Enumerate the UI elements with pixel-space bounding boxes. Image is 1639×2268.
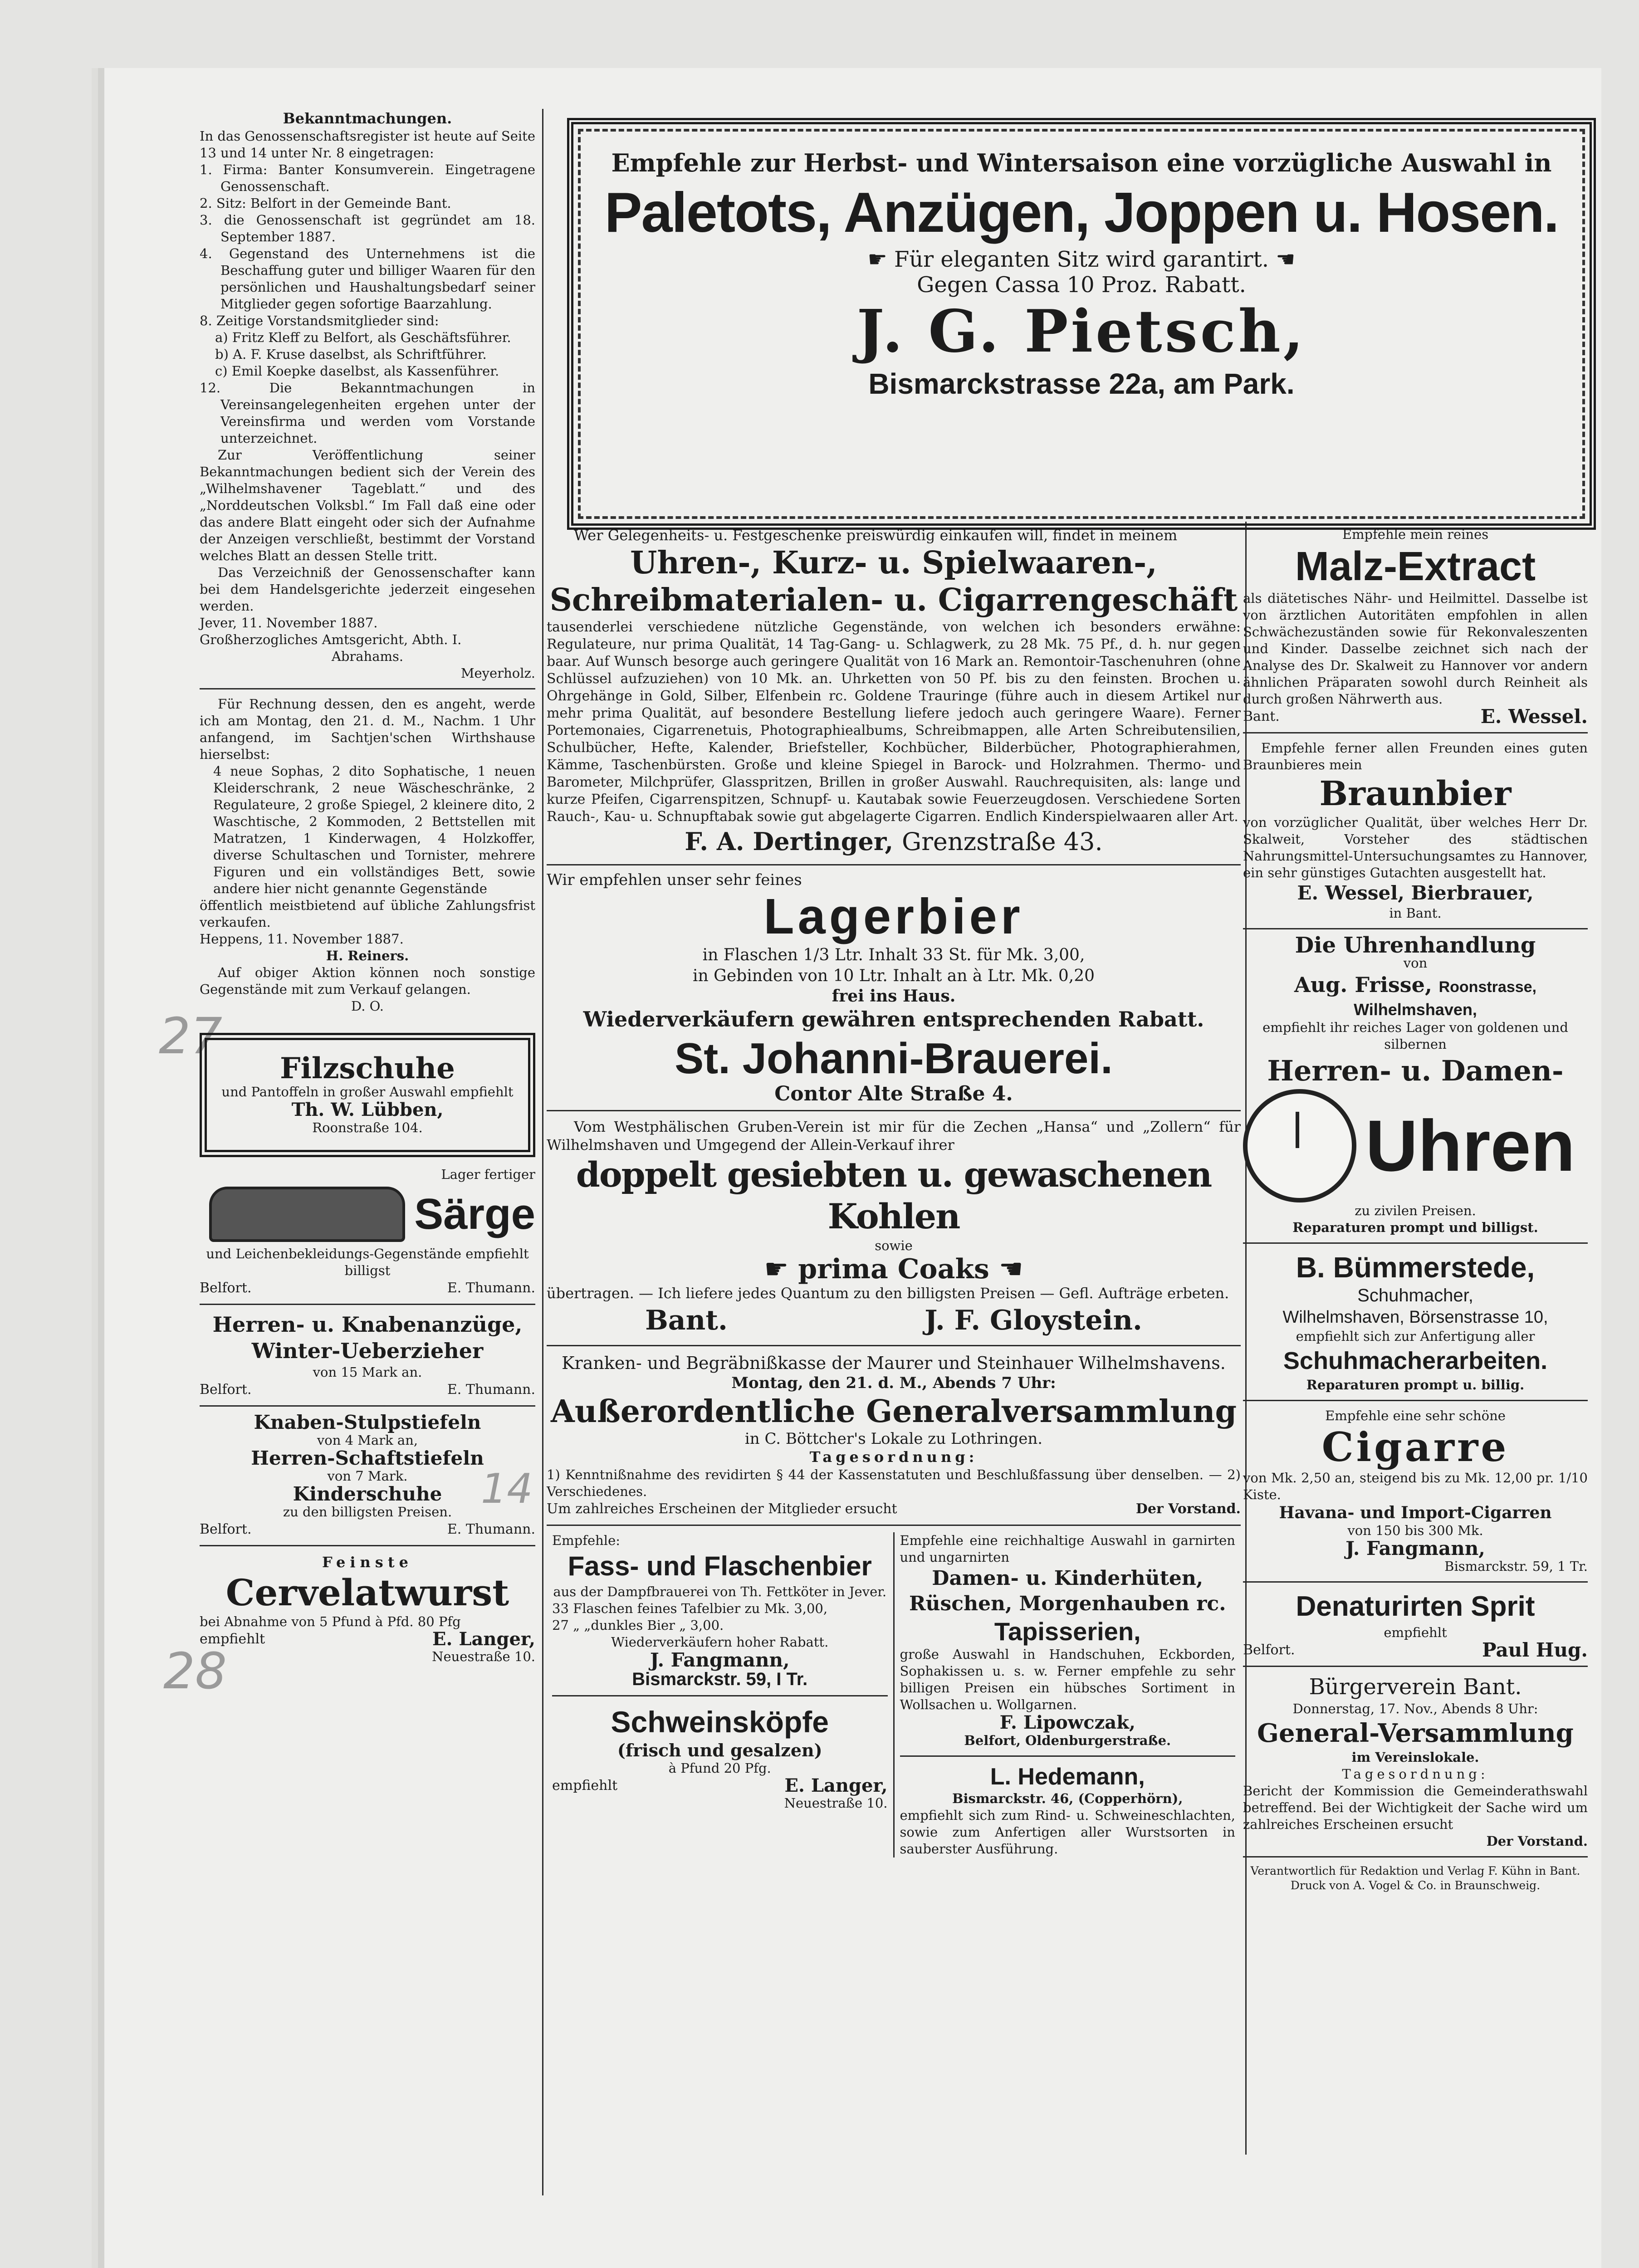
cig-range: von 150 bis 300 Mk. (1347, 1523, 1483, 1538)
list-item: 1. Firma: Banter Konsumverein. Eingetragene Genossenschaft. (200, 162, 535, 194)
cig-havana: Havana- und Import-Cigarren (1279, 1503, 1552, 1522)
dertinger-ad (547, 526, 1241, 858)
column-rule (542, 109, 543, 2195)
kasse-to: Tagesordnung: (809, 1448, 978, 1466)
bekannt-signature: Meyerholz. (460, 665, 535, 681)
bekannt-court: Großherzogliches Amtsgericht, Abth. I. (200, 632, 462, 647)
buem-rep: Reparaturen prompt u. billig. (1306, 1377, 1525, 1393)
auktion-date: Heppens, 11. November 1887. (200, 931, 404, 947)
kasse-date: Montag, den 21. d. M., Abends 7 Uhr: (731, 1374, 1056, 1392)
lip-intro: Empfehle eine reichhaltige Auswahl in garnirten und ungarnirten (900, 1533, 1235, 1565)
malz-text: als diätetisches Nähr- und Heilmittel. Dasselbe ist von ärztlichen Autoritäten empfohlen in allen Schwächezuständen sowie für Rekonvaleszenten und Kinder. Dasselbe zeichnet sich nach der Analyse des Dr. Skalweit zu Hannover vor andern ähnlichen Präparaten sowohl durch Reinheit als durch großen Nährwerth aus. (1243, 591, 1588, 707)
uhr-name: Aug. Frisse, (1294, 973, 1432, 997)
clock-icon (1243, 1089, 1356, 1202)
sprit-ad (1243, 1589, 1588, 1659)
divider (200, 1405, 535, 1407)
fangmann-addr: Bismarckstr. 59, I Tr. (632, 1669, 808, 1689)
pencil-mark: 27 (159, 1007, 222, 1065)
dert-title: Uhren-, Kurz- u. Spielwaaren-, Schreibmaterialen- u. Cigarrengeschäft (549, 545, 1238, 618)
buerger-sign: Der Vorstand. (1486, 1833, 1588, 1849)
fass-title: Fass- und Flaschenbier (568, 1551, 872, 1581)
lager-l4: Wiederverkäufern gewähren entsprechenden Rabatt. (583, 1007, 1204, 1031)
divider (900, 1755, 1236, 1757)
kasse-items: 1) Kenntnißnahme des revidirten § 44 der Kassenstatuten und Beschlußfassung über denselben. — 2) Verschiedenes. (547, 1467, 1241, 1499)
langer-addr: Neuestraße 10. (784, 1795, 888, 1811)
thumann-name: E. Thumann. (447, 1521, 535, 1537)
lager-l1: in Flaschen 1/3 Ltr. Inhalt 33 St. für Mk. 3,00, (702, 946, 1085, 964)
cervelat-text: bei Abnahme von 5 Pfund à Pfd. 80 Pfg (200, 1614, 461, 1629)
dert-body: tausenderlei verschiedene nützliche Gegenstände, von welchen ich besonders erwähne: Regulateure, nur prima Qualität, 14 Tag-Gang- u. Schlagwerk, zu 28 Mk. 75 Pf., d. h. nur gegen baar. Auf Wunsch besorge auch geringere Qualität von 16 Mark an. Remontoir-Taschenuhren (ohne Schlüssel aufzuziehen) von 10 Mk. an. Uhrketten von 50 Pf. bis zu den feinsten. Brochen u. Ohrgehänge in Gold, Silber, Elfenbein rc. Goldene Trauringe (führe auch in diesem Artikel nur mehr prima Qualität, auf besondere Bestellung liefere jedoch auch geringere Waare). Ferner Portemonaies, Cigarrenetuis, Photographiealbums, Schreibmappen, alle Arten Schreibutensilien, Schulbücher, Hefte, Kalender, Briefsteller, Kochbücher, Bilderbücher, Photographierahmen, Kämme, Taschenbürsten. Große und kleine Spiegel in Barock- und Holzrahmen. Thermo- und Barometer, Milchprüfer, Glasspritzen, Brillen in großer Auswahl. Rauchrequisiten, als: lange und kurze Pfeifen, Cigarrenspitzen, Schnupf- u. Kautabak sowie Feuerzeugdosen. Verschiedene Sorten Rauch-, Kau- u. Schnupftabak sowie gut abgelagerte Cigarren. Endlich Kinderspielwaaren aller Art. (547, 619, 1241, 825)
braun-text: von vorzüglicher Qualität, über welches Herr Dr. Skalweit, Vorsteher des städtischen Nahrungsmittel-Untersuchungsamtes zu Hannover, ein sehr günstiges Gutachten ausgestellt hat. (1243, 815, 1588, 880)
divider (1243, 928, 1588, 929)
kohle-place: Bant. (645, 1305, 728, 1336)
uhr-city: Wilhelmshaven, (1354, 1000, 1477, 1019)
lagerbier-ad (547, 872, 1241, 1104)
divider (200, 688, 535, 689)
auktion-do: D. O. (351, 998, 384, 1014)
divider (547, 1345, 1241, 1346)
cervelat-title: Cervelatwurst (225, 1571, 509, 1614)
fangmann-name: J. Fangmann, (650, 1649, 790, 1671)
buerger-loc: im Vereinslokale. (1351, 1750, 1479, 1765)
buem-job: Schuhmacher, (1357, 1286, 1473, 1305)
lip-name: F. Lipowczak, (999, 1712, 1135, 1733)
pietsch-line1: Empfehle zur Herbst- und Wintersaison eine vorzügliche Auswahl in (611, 148, 1552, 177)
malz-emp: Empfehle mein reines (1342, 527, 1489, 542)
herrenstiefel-price: von 7 Mark. (327, 1468, 408, 1484)
brau-addr: Contor Alte Straße 4. (774, 1082, 1013, 1105)
kohle-coaks-line (547, 1254, 1241, 1284)
wessel-place: Bant. (1243, 709, 1280, 724)
malz-ad (1243, 526, 1588, 726)
kasse-ad (547, 1353, 1241, 1518)
cig-addr: Bismarckstr. 59, 1 Tr. (1444, 1559, 1588, 1574)
buem-text: empfiehlt sich zur Anfertigung aller (1296, 1329, 1535, 1344)
cig-name: J. Fangmann, (1345, 1537, 1485, 1559)
lip-tap: Tapisserien, (994, 1617, 1141, 1646)
bekannt-paragraph: Zur Veröffentlichung seiner Bekanntmachungen bedient sich der Verein des „Wilhelmshavener Tageblatt.“ und des „Norddeutschen Volksbl.“ Im Fall daß eine oder das andere Blatt eingeht oder sich der Aufnahme der Anzeigen verschließt, bestimmt der Vorstand welches Blatt an dessen Stelle tritt. (200, 447, 535, 563)
buem-addr: Wilhelmshaven, Börsenstrasse 10, (1282, 1308, 1548, 1327)
bekannt-signature: Abrahams. (331, 649, 404, 664)
pointing-hand-icon: ☚ (1269, 247, 1296, 272)
cig-emp: Empfehle eine sehr schöne (1325, 1408, 1506, 1423)
sprit-emp: empfiehlt (1384, 1625, 1447, 1640)
schwein-title: Schweinsköpfe (611, 1705, 829, 1739)
dert-name: F. A. Dertinger, (685, 827, 894, 856)
langer-name: E. Langer, (432, 1628, 535, 1650)
uhr-price: zu zivilen Preisen. (1355, 1203, 1476, 1218)
uhren-ad (1243, 933, 1588, 1236)
sprit-place: Belfort. (1243, 1642, 1295, 1658)
hed-name: L. Hedemann, (990, 1764, 1145, 1790)
buem-name: B. Bümmerstede, (1296, 1251, 1535, 1284)
kohlen-ad (547, 1118, 1241, 1339)
coffin-icon (209, 1187, 405, 1242)
schwein-price: à Pfund 20 Pfg. (668, 1760, 771, 1776)
uhr-title2: Uhren (1365, 1105, 1575, 1186)
saerge-ad (200, 1166, 535, 1297)
divider (1243, 1242, 1588, 1244)
kohle-sign (547, 1302, 1241, 1339)
filz-sub: und Pantoffeln in großer Auswahl empfiehlt (221, 1084, 514, 1100)
fass-p2: 27 „ „dunkles Bier „ 3,00. (552, 1618, 724, 1633)
kohle-coaks: prima Coaks (798, 1253, 989, 1285)
pencil-mark: 14 (481, 1465, 533, 1513)
sprit-title: Denaturirten Sprit (1296, 1591, 1535, 1622)
column-left (200, 109, 535, 1665)
lager-intro: Wir empfehlen unser sehr feines (547, 871, 802, 889)
lager-title: Lagerbier (763, 889, 1024, 944)
uhr-von: von (1403, 955, 1428, 971)
column-right (1243, 526, 1588, 1893)
pietsch-line3: Gegen Cassa 10 Proz. Rabatt. (917, 272, 1246, 298)
filz-name: Th. W. Lübben, (291, 1099, 444, 1120)
pointing-hand-icon: ☛ (764, 1253, 798, 1285)
thumann-place: Belfort. (200, 1521, 252, 1537)
fass-text: aus der Dampfbrauerei von Th. Fettköter in Jever. (553, 1584, 887, 1599)
buergerverein-ad (1243, 1673, 1588, 1850)
lip-text: große Auswahl in Handschuhen, Eckborden, Sophakissen u. s. w. Ferner empfehle zu sehr billigen Preisen ein hübsches Sortiment in Wollsachen u. Wollgarnen. (900, 1647, 1235, 1712)
lip-title: Damen- u. Kinderhüten, Rüschen, Morgenhauben rc. (909, 1567, 1226, 1615)
cervelat-emp: empfiehlt (200, 1631, 265, 1647)
cervelat-pre: Feinste (322, 1554, 413, 1571)
hed-text: empfiehlt sich zum Rind- u. Schweineschlachten, sowie zum Anfertigen aller Wurstsorten in sauberster Ausführung. (900, 1808, 1235, 1857)
cig-title: Cigarre (1321, 1423, 1509, 1471)
pietsch-headline: Paletots, Anzügen, Joppen u. Hosen. (604, 181, 1559, 244)
malz-title: Malz-Extract (1295, 544, 1536, 589)
imprint-1: Verantwortlich für Redaktion und Verlag F. Kühn in Bant. (1250, 1864, 1580, 1877)
column-middle (547, 526, 1241, 1857)
lipowczak-ad (893, 1532, 1241, 1857)
list-item: b) A. F. Kruse daselbst, als Schriftführer. (215, 347, 487, 362)
thumann-place: Belfort. (200, 1382, 252, 1398)
braun-title: Braunbier (1319, 774, 1512, 813)
list-item: 3. die Genossenschaft ist gegründet am 18. September 1887. (200, 212, 535, 244)
uhr-text: empfiehlt ihr reiches Lager von goldenen und silbernen (1262, 1020, 1568, 1052)
list-item: 4. Gegenstand des Unternehmens ist die Beschaffung guter und billiger Waaren für den persönlichen und Haushaltungsbedarf seiner Mitglieder gegen sofortige Baarzahlung. (200, 246, 535, 312)
bottom-split (547, 1532, 1241, 1857)
divider (547, 864, 1241, 865)
saerge-title: Särge (414, 1190, 535, 1238)
buerger-title: Bürgerverein Bant. (1309, 1674, 1522, 1700)
schwein-sub: (frisch und gesalzen) (617, 1740, 822, 1760)
bekannt-list (200, 161, 535, 447)
auktion-end: öffentlich meistbietend auf übliche Zahlungsfrist verkaufen. (200, 898, 535, 930)
kohle-name: J. F. Gloystein. (925, 1305, 1142, 1336)
divider (1243, 1856, 1588, 1857)
filz-addr: Roonstraße 104. (312, 1120, 423, 1135)
pointing-hand-icon: ☚ (989, 1253, 1023, 1285)
divider (200, 1304, 535, 1305)
dert-intro: Wer Gelegenheits- u. Festgeschenke preiswürdig einkaufen will, findet in meinem (574, 527, 1178, 544)
kasse-title: Kranken- und Begräbnißkasse der Maurer und Steinhauer Wilhelmshavens. (562, 1353, 1226, 1373)
auktion-signature: H. Reiners. (326, 948, 409, 963)
divider (547, 1110, 1241, 1111)
lager-l2: in Gebinden von 10 Ltr. Inhalt an à Ltr. Mk. 0,20 (692, 967, 1095, 985)
buerger-date: Donnerstag, 17. Nov., Abends 8 Uhr: (1292, 1701, 1538, 1716)
fassbier-ad (547, 1532, 893, 1857)
uhr-rep: Reparaturen prompt und billigst. (1292, 1220, 1538, 1235)
pietsch-ad (567, 118, 1596, 530)
auktion-items: 4 neue Sophas, 2 dito Sophatische, 1 neuen Kleiderschrank, 2 neue Wäscheschränke, 2 Regulateure, 2 große Spiegel, 2 kleinere dito, 2 Waschtische, 2 Kommoden, 2 Bettstellen mit Matratzen, 1 Kinderwagen, 4 Holzkoffer, diverse Schultaschen und Tornister, mehrere Figuren und ein vollständiges Bett, sowie andere hier nicht genannte Gegenstände (213, 763, 535, 896)
kohle-title: doppelt gesiebten u. gewaschenen Kohlen (576, 1154, 1212, 1237)
buem-title: Schuhmacherarbeiten. (1283, 1347, 1548, 1374)
thumann-place: Belfort. (200, 1280, 252, 1296)
uhr-intro: Die Uhrenhandlung (1295, 933, 1536, 958)
divider (1243, 1666, 1588, 1667)
braunbier-ad (1243, 740, 1588, 922)
uhr-name-line (1243, 972, 1588, 1000)
bekannt-title: Bekanntmachungen. (283, 110, 452, 127)
divider (1243, 1581, 1588, 1583)
kohle-sowie: sowie (875, 1238, 913, 1253)
list-item: a) Fritz Kleff zu Belfort, als Geschäftsführer. (215, 330, 511, 345)
kasse-sign: Der Vorstand. (1135, 1501, 1241, 1517)
kasse-end: Um zahlreiches Erscheinen der Mitglieder ersucht (547, 1501, 897, 1517)
schwein-emp: empfiehlt (552, 1778, 618, 1794)
divider (200, 1545, 535, 1546)
langer-addr: Neuestraße 10. (432, 1649, 535, 1664)
dert-addr: Grenzstraße 43. (901, 827, 1103, 856)
bekannt-intro: In das Genossenschaftsregister ist heute auf Seite 13 und 14 unter Nr. 8 eingetragen: (200, 128, 535, 161)
imprint-2: Druck von A. Vogel & Co. in Braunschweig. (1290, 1879, 1541, 1892)
divider (1243, 732, 1588, 733)
filz-title: Filzschuhe (280, 1051, 455, 1085)
bekannt-paragraph: Das Verzeichniß der Genossenschafter kann bei dem Handelsgerichte jederzeit eingesehen werden. (200, 565, 535, 614)
herrenstiefel-title: Herren-Schaftstiefeln (251, 1447, 484, 1469)
kinder-title: Kinderschuhe (293, 1483, 442, 1505)
pencil-mark: 28 (163, 1642, 227, 1700)
list-item: 12. Die Bekanntmachungen in Vereinsangelegenheiten ergehen unter der Vereinsfirma und werden vom Vorstande unterzeichnet. (200, 380, 535, 446)
knaben-title: Knaben-Stulpstiefeln (254, 1411, 481, 1433)
list-item: c) Emil Koepke daselbst, als Kassenführer. (215, 363, 499, 379)
filzschuhe-ad (200, 1033, 535, 1157)
saerge-lager: Lager fertiger (441, 1167, 535, 1182)
lip-addr: Belfort, Oldenburgerstraße. (964, 1733, 1171, 1748)
herren-price: von 15 Mark an. (313, 1364, 422, 1380)
auktion-note: Auf obiger Aktion können noch sonstige Gegenstände mit zum Verkauf gelangen. (200, 965, 535, 997)
sprit-name: Paul Hug. (1482, 1639, 1588, 1661)
buerger-to: Tagesordnung: (1342, 1766, 1489, 1782)
kasse-loc: in C. Böttcher's Lokale zu Lothringen. (744, 1430, 1043, 1448)
divider (547, 1525, 1241, 1526)
dert-sign (547, 826, 1241, 858)
pointing-hand-icon: ☛ (867, 247, 894, 272)
pietsch-addr: Bismarckstrasse 22a, am Park. (868, 367, 1295, 400)
langer-name: E. Langer, (784, 1775, 888, 1796)
divider (552, 1695, 888, 1696)
braun-place: in Bant. (1389, 905, 1442, 921)
cig-price: von Mk. 2,50 an, steigend bis zu Mk. 12,00 pr. 1/10 Kiste. (1243, 1470, 1588, 1502)
kinder-price: zu den billigsten Preisen. (283, 1504, 452, 1520)
kasse-event: Außerordentliche Generalversammlung (550, 1393, 1237, 1430)
pietsch-name: J. G. Pietsch, (856, 298, 1306, 366)
fass-p3: Wiederverkäufern hoher Rabatt. (611, 1634, 829, 1650)
buerger-event: General-Versammlung (1257, 1718, 1574, 1748)
wessel-name: E. Wessel. (1480, 705, 1588, 728)
uhr-title1: Herren- u. Damen- (1267, 1054, 1564, 1087)
thumann-name: E. Thumann. (447, 1280, 535, 1296)
braun-sign: E. Wessel, Bierbrauer, (1297, 882, 1534, 904)
brau-name: St. Johanni-Brauerei. (675, 1034, 1113, 1083)
buemmerstede-ad (1243, 1250, 1588, 1393)
list-item: 2. Sitz: Belfort in der Gemeinde Bant. (200, 196, 451, 211)
braun-intro: Empfehle ferner allen Freunden eines guten Braunbieres mein (1243, 740, 1588, 772)
bekannt-date: Jever, 11. November 1887. (200, 615, 378, 631)
divider (1243, 1400, 1588, 1401)
knaben-price: von 4 Mark an, (317, 1432, 418, 1448)
kohle-text: übertragen. — Ich liefere jedes Quantum zu den billigsten Preisen — Gefl. Aufträge erbeten. (547, 1285, 1229, 1302)
list-item: 8. Zeitige Vorstandsmitglieder sind: (200, 313, 439, 328)
lager-l3: frei ins Haus. (832, 987, 956, 1006)
buerger-text: Bericht der Kommission die Gemeinderathswahl betreffend. Bei der Wichtigkeit der Sache wird um zahlreiches Erscheinen ersucht (1243, 1783, 1588, 1832)
thumann-name: E. Thumann. (447, 1382, 535, 1398)
kohle-intro: Vom Westphälischen Gruben-Verein ist mir für die Zechen „Hansa“ und „Zollern“ für Wilhelmshaven und Umgegend der Allein-Verkauf ihrer (547, 1118, 1241, 1154)
pietsch-line2: ☛ Für eleganten Sitz wird garantirt. ☚ (867, 247, 1296, 272)
auktion-text: Für Rechnung dessen, den es angeht, werde ich am Montag, den 21. d. M., Nachm. 1 Uhr anfangend, im Sachtjen'schen Wirthshause hierselbst: (200, 696, 535, 762)
fass-emp: Empfehle: (552, 1533, 621, 1548)
herren-title: Herren- u. Knabenanzüge, Winter-Ueberzieher (212, 1312, 523, 1363)
cigarre-ad (1243, 1408, 1588, 1575)
hed-addr: Bismarckstr. 46, (Copperhörn), (952, 1791, 1183, 1806)
uhr-street: Roonstrasse, (1438, 978, 1536, 996)
saerge-text: und Leichenbekleidungs-Gegenstände empfiehlt billigst (206, 1246, 529, 1278)
fass-p1: 33 Flaschen feines Tafelbier zu Mk. 3,00, (552, 1601, 828, 1616)
